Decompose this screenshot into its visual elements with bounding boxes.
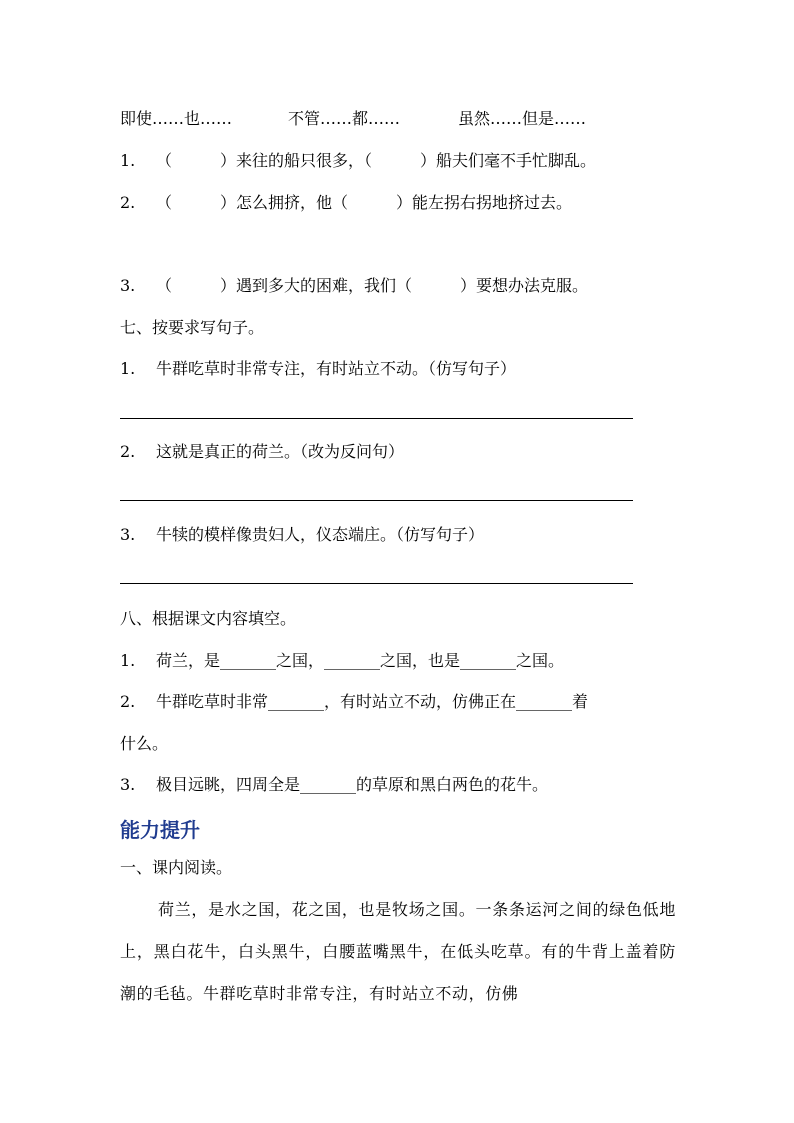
- answer-line[interactable]: [120, 418, 633, 419]
- section-heading: 一、课内阅读。: [120, 858, 233, 877]
- item-text: （ ）怎么拥挤，他（ ）能左拐右拐地挤过去。: [156, 193, 573, 212]
- item-number: 3.: [120, 775, 136, 794]
- item-number: 2.: [120, 692, 136, 711]
- section-heading: 八、根据课文内容填空。: [120, 609, 297, 628]
- fill-item-continuation: [120, 733, 168, 755]
- item-number: 2.: [120, 442, 136, 461]
- fill-item: [120, 650, 564, 672]
- item-text: 极目远眺，四周全是_______的草原和黑白两色的花牛。: [156, 775, 549, 794]
- conjunction-option: 即使……也……: [120, 109, 233, 128]
- answer-line[interactable]: [120, 583, 633, 584]
- conjunction-options: [120, 108, 586, 130]
- item-text: 牛群吃草时非常专注，有时站立不动。（仿写句子）: [156, 359, 517, 378]
- reading-passage: 荷兰，是水之国，花之国，也是牧场之国。一条条运河之间的绿色低地上，黑白花牛，白头黑牛，白腰蓝嘴黑牛，在低头吃草。有的牛背上盖着防潮的毛毡。牛群吃草时非常专注，有时站立不动，仿佛: [120, 900, 676, 1003]
- fill-item: [120, 192, 572, 214]
- item-text: 荷兰，是_______之国，_______之国，也是_______之国。: [156, 651, 565, 670]
- fill-item: [120, 150, 596, 172]
- rewrite-item: [120, 524, 484, 546]
- item-text: （ ）来往的船只很多，（ ）船夫们毫不手忙脚乱。: [156, 151, 597, 170]
- conjunction-option: 虽然……但是……: [458, 109, 587, 128]
- item-number: 3.: [120, 276, 136, 295]
- item-number: 3.: [120, 525, 136, 544]
- section-title: 能力提升: [120, 818, 200, 842]
- rewrite-item: [120, 441, 404, 463]
- item-text: 这就是真正的荷兰。（改为反问句）: [156, 442, 405, 461]
- item-number: 1.: [120, 651, 136, 670]
- item-number: 1.: [120, 151, 136, 170]
- item-number: 1.: [120, 359, 136, 378]
- fill-item: [120, 774, 548, 796]
- item-text: 牛群吃草时非常_______，有时站立不动，仿佛正在_______着: [156, 692, 589, 711]
- item-number: 2.: [120, 193, 136, 212]
- item-text: 牛犊的模样像贵妇人，仪态端庄。（仿写句子）: [156, 525, 485, 544]
- item-text: （ ）遇到多大的困难，我们（ ）要想办法克服。: [156, 276, 589, 295]
- fill-item: [120, 275, 588, 297]
- item-text: 什么。: [120, 734, 169, 753]
- conjunction-option: 不管……都……: [288, 109, 401, 128]
- rewrite-item: [120, 358, 516, 380]
- section-heading: 七、按要求写句子。: [120, 318, 265, 337]
- answer-line[interactable]: [120, 500, 633, 501]
- fill-item: [120, 691, 588, 713]
